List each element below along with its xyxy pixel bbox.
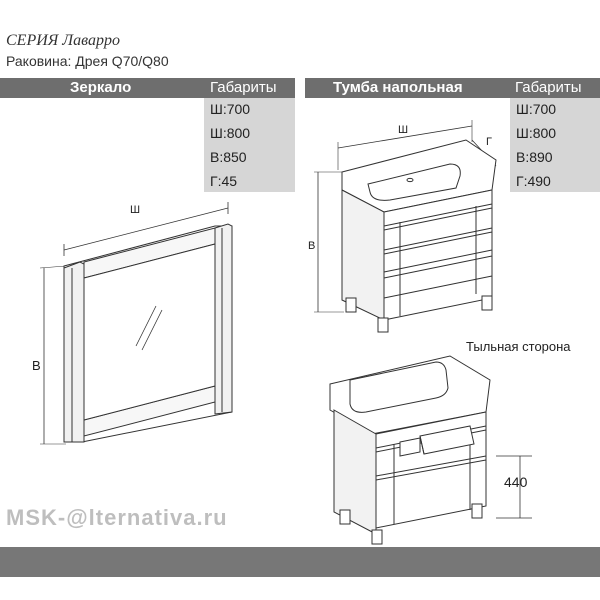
watermark-logo: MSK-@lternativa.ru xyxy=(6,505,228,530)
mirror-spec-width-1: Ш:700 xyxy=(210,101,251,117)
cabinet-width-label: Ш xyxy=(398,124,409,136)
cabinet-height-label: В xyxy=(308,240,316,252)
cabinet-drawing xyxy=(314,120,496,332)
cabinet-specs-title: Габариты xyxy=(515,79,582,96)
mirror-height-label: В xyxy=(32,358,41,373)
cabinet-depth-label: Г xyxy=(486,136,492,148)
mirror-specs-title: Габариты xyxy=(210,79,277,96)
rear-height-label: 440 xyxy=(504,474,528,490)
cabinet-spec-width-2: Ш:800 xyxy=(516,125,557,141)
series-title: СЕРИЯ Лаварро xyxy=(6,32,120,49)
cabinet-spec-width-1: Ш:700 xyxy=(516,101,557,117)
cabinet-spec-height: В:890 xyxy=(516,149,553,165)
cabinet-rear-drawing xyxy=(330,356,532,544)
mirror-spec-width-2: Ш:800 xyxy=(210,125,251,141)
cabinet-title: Тумба напольная xyxy=(333,79,463,96)
footer-bar xyxy=(0,547,600,577)
mirror-width-label: Ш xyxy=(130,204,141,216)
mirror-spec-height: В:850 xyxy=(210,149,247,165)
mirror-title: Зеркало xyxy=(70,79,132,96)
mirror-drawing xyxy=(40,202,232,444)
cabinet-spec-depth: Г:490 xyxy=(516,173,551,189)
rear-side-label: Тыльная сторона xyxy=(466,339,571,354)
mirror-spec-depth: Г:45 xyxy=(210,173,238,189)
sink-model: Раковина: Дрея Q70/Q80 xyxy=(6,53,169,69)
